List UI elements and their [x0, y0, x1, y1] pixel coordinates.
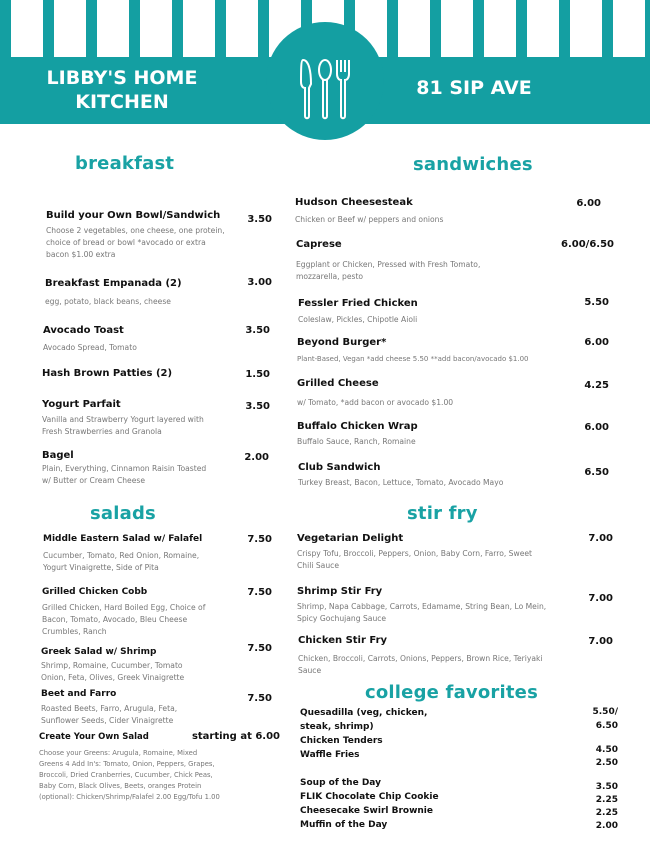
item-name: Fessler Fried Chicken — [298, 298, 418, 309]
item-name: Club Sandwich — [298, 462, 381, 473]
item-price: 1.50 — [245, 369, 270, 380]
menu-item — [42, 398, 212, 438]
item-description: Crispy Tofu, Broccoli, Peppers, Onion, Baby Corn, Farro, Sweet Chili Sauce — [297, 549, 533, 570]
favorite-price: 2.25 — [595, 795, 618, 805]
item-description: Coleslaw, Pickles, Chipotle Aioli — [298, 315, 418, 324]
item-price: 7.50 — [247, 693, 272, 704]
item-description: Avocado Spread, Tomato — [43, 343, 137, 352]
item-name: Grilled Cheese — [297, 378, 379, 389]
menu-item — [297, 336, 567, 365]
item-price: 6.00 — [584, 337, 609, 348]
menu-item — [43, 324, 233, 354]
favorite-price: 2.25 — [595, 808, 618, 818]
item-name: Create Your Own Salad — [39, 732, 149, 742]
item-description: Plant-Based, Vegan *add cheese 5.50 **add bacon/avocado $1.00 — [297, 355, 529, 363]
item-description: Plain, Everything, Cinnamon Raisin Toasted w/ Butter or Cream Cheese — [42, 464, 207, 485]
item-price: 6.00/6.50 — [561, 239, 614, 250]
item-description: egg, potato, black beans, cheese — [45, 297, 171, 306]
menu-item — [45, 277, 235, 308]
menu-item — [43, 533, 223, 574]
menu-item — [297, 532, 541, 572]
favorite-price: 5.50/ 6.50 — [592, 707, 618, 731]
item-description: Chicken, Broccoli, Carrots, Onions, Peppers, Brown Rice, Teriyaki Sauce — [298, 654, 543, 675]
section-title-salads: salads — [90, 503, 156, 524]
item-price: 6.00 — [576, 198, 601, 209]
favorite-item: Chicken Tenders — [300, 736, 383, 746]
item-name: Buffalo Chicken Wrap — [297, 421, 418, 432]
menu-item — [46, 209, 228, 261]
menu-item — [42, 586, 208, 638]
item-name: Yogurt Parfait — [42, 399, 121, 410]
item-name: Middle Eastern Salad w/ Falafel — [43, 534, 203, 544]
logo-circle — [266, 22, 384, 140]
item-price: 7.00 — [588, 533, 613, 544]
item-description: Eggplant or Chicken, Pressed with Fresh Tomato, mozzarella, pesto — [296, 260, 481, 281]
menu-item — [41, 646, 201, 684]
menu-item — [42, 367, 232, 380]
item-name: Chicken Stir Fry — [298, 635, 388, 646]
utensils-icon — [299, 58, 351, 120]
item-name: Build your Own Bowl/Sandwich — [46, 210, 221, 221]
section-title-stir-fry: stir fry — [407, 503, 478, 524]
item-name: Beyond Burger* — [297, 337, 387, 348]
menu-item — [298, 461, 538, 489]
section-title-college-favorites: college favorites — [365, 682, 538, 703]
favorite-price: 2.50 — [595, 758, 618, 768]
item-price: 3.00 — [247, 277, 272, 288]
item-name: Shrimp Stir Fry — [297, 586, 383, 597]
item-description: Turkey Breast, Bacon, Lettuce, Tomato, Avocado Mayo — [298, 478, 504, 487]
favorite-item: Soup of the Day — [300, 778, 381, 788]
favorite-price: 3.50 — [595, 782, 618, 792]
item-name: Breakfast Empanada (2) — [45, 278, 182, 289]
favorite-price: 2.00 — [595, 821, 618, 831]
item-name: Grilled Chicken Cobb — [42, 587, 148, 597]
item-description: Chicken or Beef w/ peppers and onions — [295, 215, 444, 224]
favorite-item: FLIK Chocolate Chip Cookie — [300, 792, 439, 802]
item-price: 6.50 — [584, 467, 609, 478]
menu-item — [297, 420, 527, 448]
menu-item — [297, 585, 551, 625]
item-price: 7.50 — [247, 587, 272, 598]
item-price: 7.50 — [247, 534, 272, 545]
favorite-price: 4.50 — [595, 745, 618, 755]
menu-item — [296, 238, 516, 283]
item-price: 3.50 — [245, 325, 270, 336]
item-price: 2.00 — [244, 452, 269, 463]
item-description: Shrimp, Napa Cabbage, Carrots, Edamame, String Bean, Lo Mein, Spicy Gochujang Sauce — [297, 602, 547, 623]
item-name: Hudson Cheesesteak — [295, 197, 413, 208]
item-price: 4.25 — [584, 380, 609, 391]
item-description: Roasted Beets, Farro, Arugula, Feta, Sunflower Seeds, Cider Vinaigrette — [41, 704, 178, 725]
item-description: Cucumber, Tomato, Red Onion, Romaine, Yogurt Vinaigrette, Side of Pita — [43, 551, 200, 572]
restaurant-address: 81 SIP AVE — [416, 77, 532, 99]
favorite-item: Muffin of the Day — [300, 820, 388, 830]
item-name: Hash Brown Patties (2) — [42, 368, 173, 379]
menu-item — [298, 634, 548, 677]
item-price: 6.00 — [584, 422, 609, 433]
item-description: Shrimp, Romaine, Cucumber, Tomato Onion, Feta, Olives, Greek Vinaigrette — [41, 661, 185, 682]
section-title-breakfast: breakfast — [75, 153, 175, 174]
favorite-item: Waffle Fries — [300, 750, 360, 760]
item-name: Bagel — [42, 450, 74, 461]
item-description: Choose 2 vegetables, one cheese, one protein, choice of bread or bowl *avocado or extra bacon $1.00 extra — [46, 226, 225, 259]
item-description: Choose your Greens: Arugula, Romaine, Mixed Greens 4 Add In's: Tomato, Onion, Peppers, Grapes, Broccoli, Dried Cranberries, Cucumber, Chick Peas, Baby Corn, Black Olives, Beets, oranges Protein (optional): Chicken/Shrimp/Falafel 2.00 Egg/Tofu 1.00 — [39, 749, 220, 801]
menu-item — [297, 377, 527, 409]
item-description: Vanilla and Strawberry Yogurt layered with Fresh Strawberries and Granola — [42, 415, 204, 436]
item-price: 5.50 — [584, 297, 609, 308]
item-name: Vegetarian Delight — [297, 533, 404, 544]
item-price: 7.50 — [247, 643, 272, 654]
item-name: Greek Salad w/ Shrimp — [41, 647, 157, 657]
menu-item — [295, 196, 525, 226]
item-name: Caprese — [296, 239, 342, 250]
item-price: 3.50 — [247, 214, 272, 225]
item-description: Grilled Chicken, Hard Boiled Egg, Choice of Bacon, Tomato, Avocado, Bleu Cheese Crumbles, Ranch — [42, 603, 206, 636]
favorite-item: Quesadilla (veg, chicken, steak, shrimp) — [300, 708, 428, 732]
menu-item — [298, 297, 528, 326]
item-name: Avocado Toast — [43, 325, 124, 336]
item-price: 7.00 — [588, 593, 613, 604]
item-price: 3.50 — [245, 401, 270, 412]
section-title-sandwiches: sandwiches — [413, 154, 533, 175]
favorite-item: Cheesecake Swirl Brownie — [300, 806, 434, 816]
item-description: w/ Tomato, *add bacon or avocado $1.00 — [297, 398, 454, 407]
item-price: 7.00 — [588, 636, 613, 647]
item-description: Buffalo Sauce, Ranch, Romaine — [297, 437, 416, 446]
item-price: starting at 6.00 — [191, 731, 280, 742]
menu-item — [42, 449, 212, 487]
menu-item — [41, 688, 201, 727]
restaurant-name: LIBBY'S HOME KITCHEN — [46, 67, 198, 113]
item-name: Beet and Farro — [41, 689, 117, 699]
